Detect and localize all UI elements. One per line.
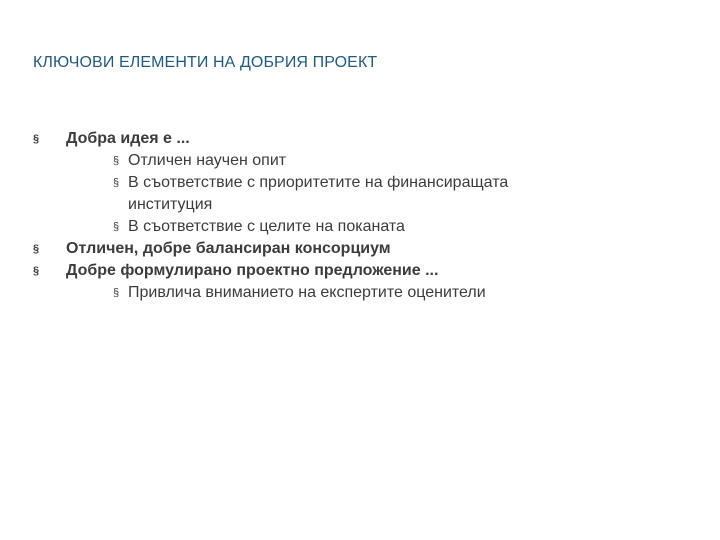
list-item-text: Добре формулирано проектно предложение ... <box>66 262 439 279</box>
list-item-text: В съответствие с целите на поканата <box>128 218 405 235</box>
list-item <box>33 238 693 260</box>
list-item-text: В съответствие с приоритетите на финансиращата институция <box>128 174 509 213</box>
list-item-text: Отличен, добре балансиран консорциум <box>66 240 391 257</box>
list-item <box>33 282 693 304</box>
list-item-text: Добра идея е ... <box>66 130 190 147</box>
list-item-text: Привлича вниманието на експертите оценители <box>128 284 486 301</box>
list-item <box>33 150 693 172</box>
list-item <box>33 260 693 282</box>
list-item <box>33 128 693 150</box>
list-item <box>33 216 693 238</box>
bullet-icon: § <box>33 243 40 255</box>
slide-title: КЛЮЧОВИ ЕЛЕМЕНТИ НА ДОБРИЯ ПРОЕКТ <box>33 54 378 71</box>
list-item-text: Отличен научен опит <box>128 152 287 169</box>
bullet-icon: § <box>33 133 40 145</box>
bullet-list <box>33 128 693 304</box>
bullet-icon: § <box>113 287 120 299</box>
bullet-icon: § <box>33 265 40 277</box>
bullet-icon: § <box>113 221 120 233</box>
list-item <box>33 172 588 216</box>
bullet-icon: § <box>113 155 120 167</box>
bullet-icon: § <box>113 177 120 189</box>
